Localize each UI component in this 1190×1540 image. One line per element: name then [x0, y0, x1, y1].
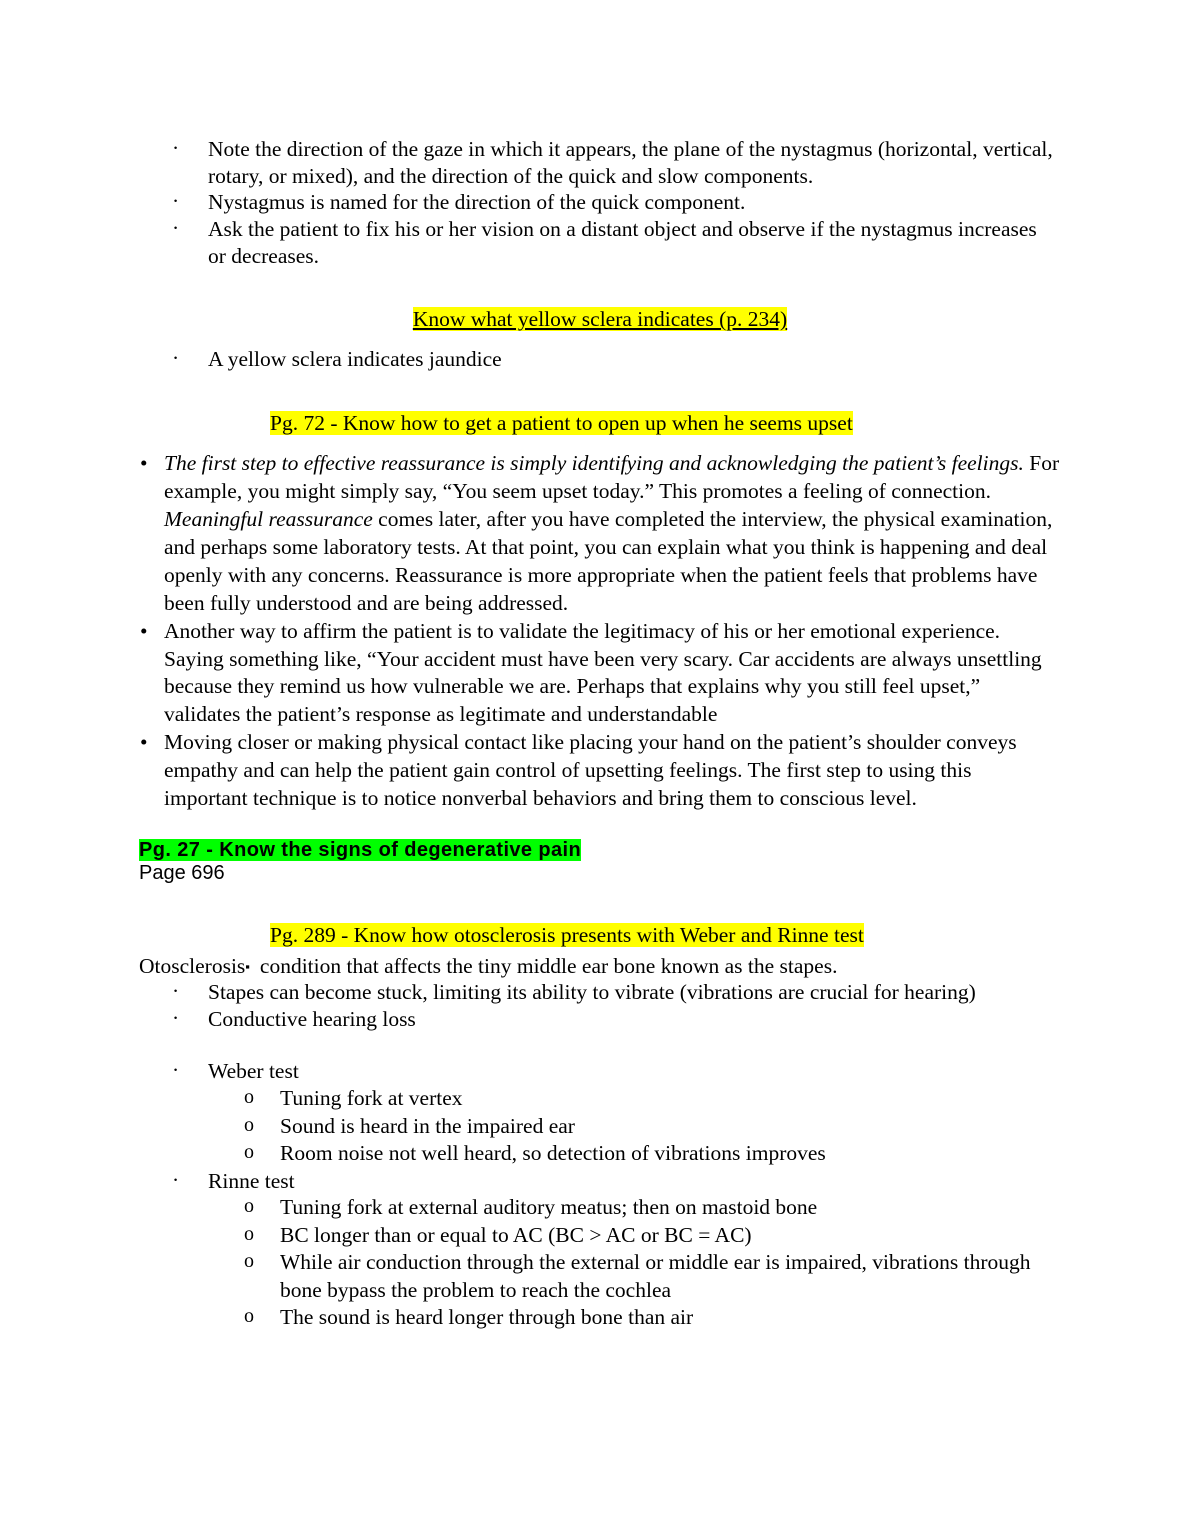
bullet-middot-icon: ·	[172, 215, 180, 240]
bullet-dot-icon: •	[140, 618, 148, 643]
bullet-dot-icon: •	[140, 450, 148, 475]
circle-marker-icon: o	[244, 1086, 254, 1109]
reassurance-heading	[270, 411, 1060, 436]
list-item-text: Another way to affirm the patient is to validate the legitimacy of his or her emotional experience. Saying something like, “Your accident must have been very scary. Car accidents are always unsettling because they remind us how vulnerable we are. Perhaps that explains why you still feel upset,” validates the patient’s response as legitimate and understandable	[164, 618, 1042, 727]
degenerative-heading	[139, 839, 1060, 862]
document-body	[140, 136, 1060, 1332]
sclera-heading	[140, 307, 1060, 332]
rinne-sublist	[140, 1194, 1060, 1332]
otosclerosis-label: Otosclerosis	[139, 954, 246, 979]
sclera-heading-text: Know what yellow sclera indicates (p. 234)	[412, 307, 788, 332]
bullet-dot-icon: •	[140, 730, 148, 755]
list-item	[140, 1085, 1060, 1113]
list-item-text: BC longer than or equal to AC (BC > AC or BC = AC)	[280, 1222, 752, 1247]
list-item-text: Conductive hearing loss	[208, 1006, 416, 1031]
list-item-text: Moving closer or making physical contact like placing your hand on the patient’s shoulder conveys empathy and can help the patient gain control of upsetting feelings. The first step to using this important technique is to notice nonverbal behaviors and bring them to conscious level.	[164, 730, 1017, 811]
circle-marker-icon: o	[244, 1141, 254, 1164]
bullet-middot-icon: ·	[172, 346, 180, 371]
list-item	[140, 1140, 1060, 1168]
list-item	[140, 979, 1060, 1006]
degenerative-page-text: Page 696	[139, 862, 225, 885]
list-item-text: The sound is heard longer through bone than air	[280, 1305, 694, 1330]
weber-title: Weber test	[208, 1059, 299, 1084]
bullet-middot-icon: ·	[172, 979, 180, 1004]
degenerative-heading-text: Pg. 27 - Know the signs of degenerative pain	[139, 839, 582, 862]
list-item-text: Tuning fork at external auditory meatus; then on mastoid bone	[280, 1195, 818, 1220]
reassurance-list	[140, 450, 1060, 813]
list-item-text: Sound is heard in the impaired ear	[280, 1113, 575, 1138]
list-item-text: Note the direction of the gaze in which it appears, the plane of the nystagmus (horizontal, vertical, rotary, or mixed), and the direction of the quick and slow components.	[208, 137, 1053, 188]
bullet-middot-icon: ·	[172, 136, 180, 160]
list-item	[140, 1222, 1060, 1250]
circle-marker-icon: o	[244, 1250, 254, 1273]
list-item	[140, 450, 1060, 618]
rinne-title: Rinne test	[208, 1168, 295, 1193]
weber-test-group	[140, 1058, 1060, 1085]
otosclerosis-definition-text: condition that affects the tiny middle ear bone known as the stapes.	[259, 954, 838, 979]
sclera-list	[140, 346, 1060, 373]
otosclerosis-heading-text: Pg. 289 - Know how otosclerosis presents with Weber and Rinne test	[270, 923, 864, 948]
list-item-text: Tuning fork at vertex	[280, 1086, 463, 1111]
circle-marker-icon: o	[244, 1195, 254, 1218]
list-item-text: A yellow sclera indicates jaundice	[208, 347, 502, 372]
list-item-text: The first step to effective reassurance is simply identifying and acknowledging the patient’s feelings. For example, you might simply say, “You seem upset today.” This promotes a feeling of connection. Meaningful reassurance comes later, after you have completed the interview, the physical examination, and perhaps some laboratory tests. At that point, you can explain what you think is happening and deal openly with any concerns. Reassurance is more appropriate when the patient feels that problems have been fully understood and are being addressed.	[164, 450, 1060, 615]
otosclerosis-list	[140, 979, 1060, 1032]
circle-marker-icon: o	[244, 1113, 254, 1136]
list-item	[140, 216, 1060, 269]
list-item-text: Ask the patient to fix his or her vision on a distant object and observe if the nystagmus increases or decreases.	[208, 216, 1037, 268]
bullet-middot-icon: ·	[172, 189, 180, 214]
square-bullet-icon: ▪	[245, 959, 250, 975]
list-item	[140, 618, 1060, 730]
list-item	[140, 1113, 1060, 1141]
list-item-text: While air conduction through the external or middle ear is impaired, vibrations through bone bypass the problem to reach the cochlea	[280, 1250, 1031, 1302]
list-item	[140, 1249, 1060, 1304]
bullet-middot-icon: ·	[172, 1167, 180, 1192]
list-item	[140, 729, 1060, 813]
nystagmus-list	[140, 136, 1060, 269]
reassurance-heading-text: Pg. 72 - Know how to get a patient to open up when he seems upset	[270, 410, 853, 435]
bullet-middot-icon: ·	[172, 1005, 180, 1030]
list-item-text: Stapes can become stuck, limiting its ability to vibrate (vibrations are crucial for hearing)	[208, 980, 976, 1005]
list-item-text: Nystagmus is named for the direction of the quick component.	[208, 190, 746, 215]
list-item	[140, 189, 1060, 216]
list-item	[140, 1194, 1060, 1222]
bullet-middot-icon: ·	[172, 1058, 180, 1083]
degenerative-page	[139, 862, 1060, 885]
circle-marker-icon: o	[244, 1222, 254, 1245]
list-item	[140, 1006, 1060, 1033]
list-item	[140, 346, 1060, 373]
otosclerosis-definition-line	[139, 954, 1060, 979]
weber-sublist	[140, 1085, 1060, 1168]
circle-marker-icon: o	[244, 1305, 254, 1328]
rinne-test-group	[140, 1168, 1060, 1195]
list-item	[140, 1304, 1060, 1332]
list-item-text: Room noise not well heard, so detection of vibrations improves	[280, 1141, 826, 1166]
list-item	[140, 1168, 1060, 1195]
otosclerosis-heading	[270, 923, 1060, 948]
list-item	[140, 1058, 1060, 1085]
list-item	[140, 136, 1060, 189]
